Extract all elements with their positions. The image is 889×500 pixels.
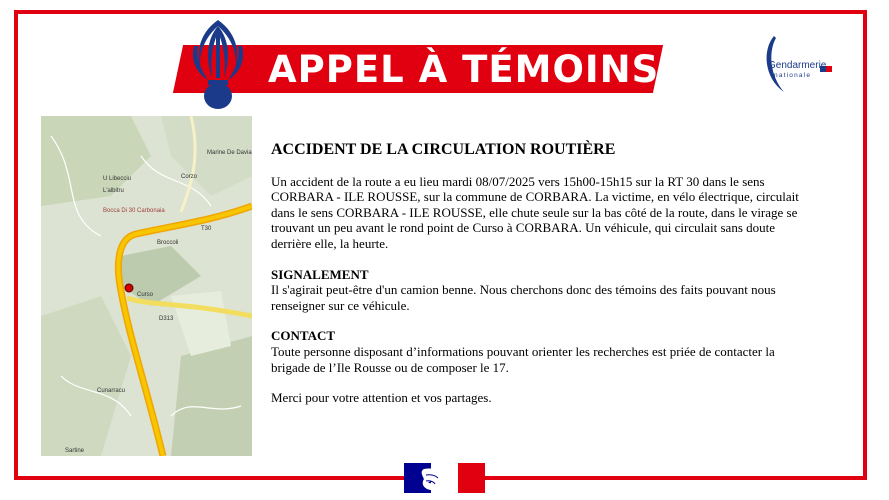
map-label: U Libecciu	[103, 176, 132, 182]
map-label: T30	[201, 226, 212, 232]
map-label: Cunarracu	[97, 388, 126, 394]
map-label: L'albitru	[103, 188, 124, 194]
location-map	[41, 116, 252, 456]
map-label: Broccoli	[157, 240, 179, 246]
signalement-heading: SIGNALEMENT	[271, 266, 369, 282]
page-title: APPEL À TÉMOINS	[268, 48, 660, 91]
article-body	[271, 142, 811, 406]
contact-heading: CONTACT	[271, 328, 336, 344]
signalement-text: Il s'agirait peut-être d'un camion benne. Nous cherchons donc des témoins des faits pouvant nous renseigner sur ce véhicule.	[271, 282, 776, 313]
map-label: D313	[159, 316, 174, 322]
logo-name: Gendarmerie	[768, 60, 827, 71]
gendarmerie-flame-icon	[176, 16, 260, 112]
marianne-logo-icon	[404, 463, 485, 493]
gendarmerie-logo	[762, 30, 844, 100]
map-label: Bocca Di 30 Carbonaia	[103, 208, 165, 214]
logo-tagline: nationale	[774, 72, 812, 79]
article-intro: Un accident de la route a eu lieu mardi 08/07/2025 vers 15h00-15h15 sur la RT 30 dans le sens CORBARA - ILE ROUSSE, sur la commune de CORBARA. La victime, en vélo électrique, circulait dans le sens CORBARA - ILE ROUSSE, elle chute seule sur la bas côté de la route, dans le virage se trouvant un peu avant le rond point de Curso à CORBARA. Un véhicule, qui circulait sans doute derrière elle, la heurte.	[271, 173, 799, 251]
map-label: Curso	[137, 292, 154, 298]
thanks-text: Merci pour votre attention et vos partages.	[271, 390, 492, 406]
contact-text: Toute personne disposant d’informations pouvant orienter les recherches est priée de contacter la brigade de l’Ile Rousse ou de composer le 17.	[271, 343, 775, 375]
map-label: Marine De Davia	[207, 150, 252, 156]
article-title: ACCIDENT DE LA CIRCULATION ROUTIÈRE	[271, 141, 616, 158]
map-label: Sartine	[65, 448, 85, 454]
map-label: Corzo	[181, 174, 198, 180]
